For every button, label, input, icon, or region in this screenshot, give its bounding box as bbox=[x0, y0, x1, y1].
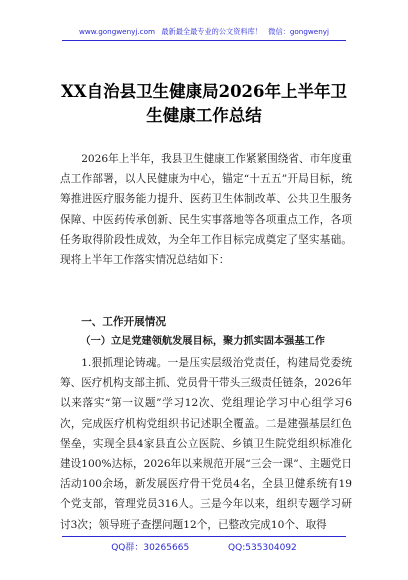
section-heading: 一、工作开展情况 bbox=[81, 316, 166, 328]
footer-divider bbox=[62, 536, 346, 537]
header-website[interactable]: www.gongwenyj.com bbox=[78, 27, 156, 36]
body-paragraph: 1.狠抓理论铸魂。一是压实层级治党责任，构建局党委统筹、医疗机构支部主抓、党员骨干带头三级责任链条，2026年以来落实“第一议题”学习12次、党组理论学习中心组学习6次，完成医疗机构党组织书记述职全覆盖。二是建强基层红色堡垒，实现全县4家县直公立医院、乡镇卫生院党组织标准化建设100%达标，2026年以来规范开展“三会一课”、主题党日活动100余场，新发展医疗骨干党员4名，全县卫健系统有19个党支部，管理党员316人。三是今年以来，组织专题学习研讨3次；领导班子查摆问题12个，已整改完成10个、取得 bbox=[60, 357, 352, 531]
page-header bbox=[0, 27, 408, 37]
header-divider bbox=[62, 40, 346, 41]
subsection-heading: （一）立足党建领航发展目标，聚力抓实固本强基工作 bbox=[80, 336, 325, 347]
footer-qq-group: QQ群：30265665 bbox=[111, 543, 190, 553]
header-wechat: 微信：gongwenyj bbox=[268, 27, 330, 36]
footer-qq: QQ:535304092 bbox=[228, 543, 297, 553]
intro-paragraph: 2026年上半年，我县卫生健康工作紧紧围绕省、市年度重点工作部署，以人民健康为中心，锚定“十五五”开局目标，统筹推进医疗服务能力提升、医药卫生体制改革、公共卫生服务保障、中医药传承创新、民生实事落地等各项重点工作，各项任务取得阶段性成效，为全年工作目标完成奠定了坚实基础。现将上半年工作落实情况总结如下： bbox=[60, 153, 352, 267]
document-title: XX自治县卫生健康局2026年上半年卫生健康工作总结 bbox=[60, 82, 348, 125]
page-footer bbox=[0, 540, 408, 553]
header-slogan: 最新最全最专业的公文资料库！ bbox=[161, 27, 262, 36]
